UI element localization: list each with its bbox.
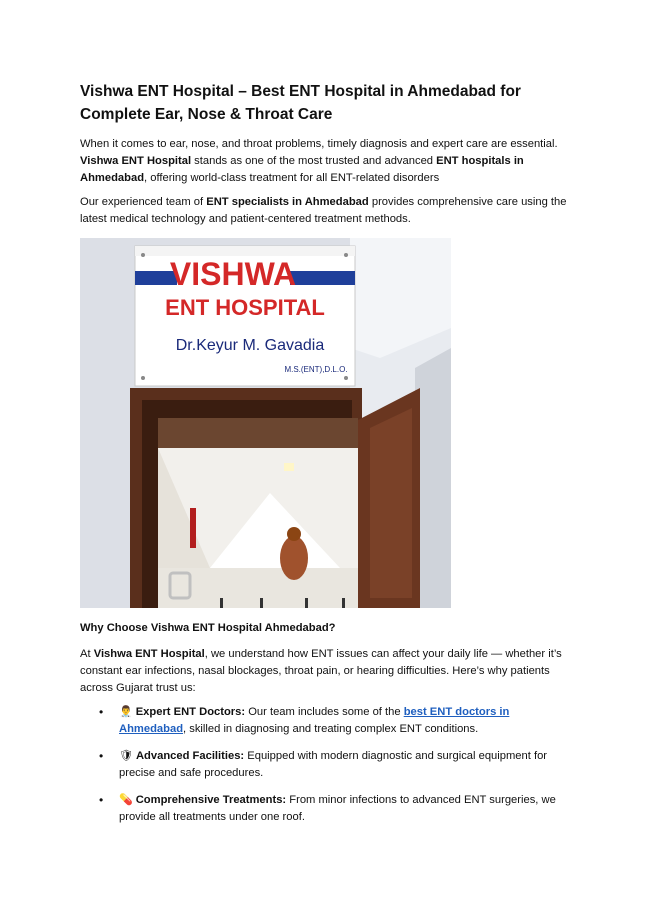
intro-text-1: When it comes to ear, nose, and throat problems, timely diagnosis and expert care are essential. <box>80 138 558 150</box>
intro-bold-2: ENT hospitals in Ahmedabad <box>80 155 524 184</box>
team-text-1: Our experienced team of <box>80 196 207 208</box>
why-bold-1: Vishwa ENT Hospital <box>93 648 205 660</box>
sign-doctor: Dr.Keyur M. Gavadia <box>175 337 325 354</box>
intro-paragraph <box>80 136 576 187</box>
doctor-icon: 👨‍⚕️ <box>119 706 133 718</box>
feature-text: Our team includes some of the <box>245 706 404 718</box>
why-text-1: At <box>80 648 94 660</box>
intro-text-3: , offering world-class treatment for all ENT-related disorders <box>144 172 440 184</box>
feature-text: , skilled in diagnosing and treating complex ENT conditions. <box>183 723 479 735</box>
feature-text: From minor infections to advanced ENT surgeries, we provide all treatments under one roof. <box>119 794 556 823</box>
page-title: Vishwa ENT Hospital – Best ENT Hospital in Ahmedabad for Complete Ear, Nose & Throat Care <box>80 83 521 123</box>
team-paragraph <box>80 194 576 228</box>
shield-icon: 🛡 <box>119 750 133 762</box>
document-page <box>80 80 576 836</box>
why-text-2: , we understand how ENT issues can affect your daily life — whether it’s constant ear infections, nasal blockages, throat pain, or hearing difficulties. Here’s why patients across Gujarat trust us: <box>80 648 562 694</box>
feature-label: Advanced Facilities: <box>135 750 245 762</box>
team-bold-1: ENT specialists in Ahmedabad <box>206 196 369 208</box>
list-item <box>119 704 576 738</box>
pill-icon: 💊 <box>119 794 133 806</box>
sign-line-1: VISHWA <box>169 256 297 292</box>
best-ent-doctors-link[interactable]: best ENT doctors in Ahmedabad <box>119 706 510 735</box>
intro-bold-1: Vishwa ENT Hospital <box>80 155 192 167</box>
why-paragraph <box>80 646 576 697</box>
feature-label: Comprehensive Treatments: <box>135 794 287 806</box>
why-heading: Why Choose Vishwa ENT Hospital Ahmedabad? <box>80 622 336 634</box>
sign-line-2: ENT HOSPITAL <box>165 295 325 320</box>
feature-text: Equipped with modern diagnostic and surgical equipment for precise and safe procedures. <box>119 750 548 779</box>
list-item <box>119 748 576 782</box>
list-item <box>119 792 576 826</box>
features-list <box>80 704 576 826</box>
hospital-entrance-photo <box>80 238 451 608</box>
feature-label: Expert ENT Doctors: <box>135 706 246 718</box>
team-text-2: provides comprehensive care using the latest medical technology and patient-centered treatment methods. <box>80 196 567 225</box>
sign-degree: M.S.(ENT),D.L.O. <box>284 365 348 374</box>
intro-text-2: stands as one of the most trusted and advanced <box>191 155 437 167</box>
